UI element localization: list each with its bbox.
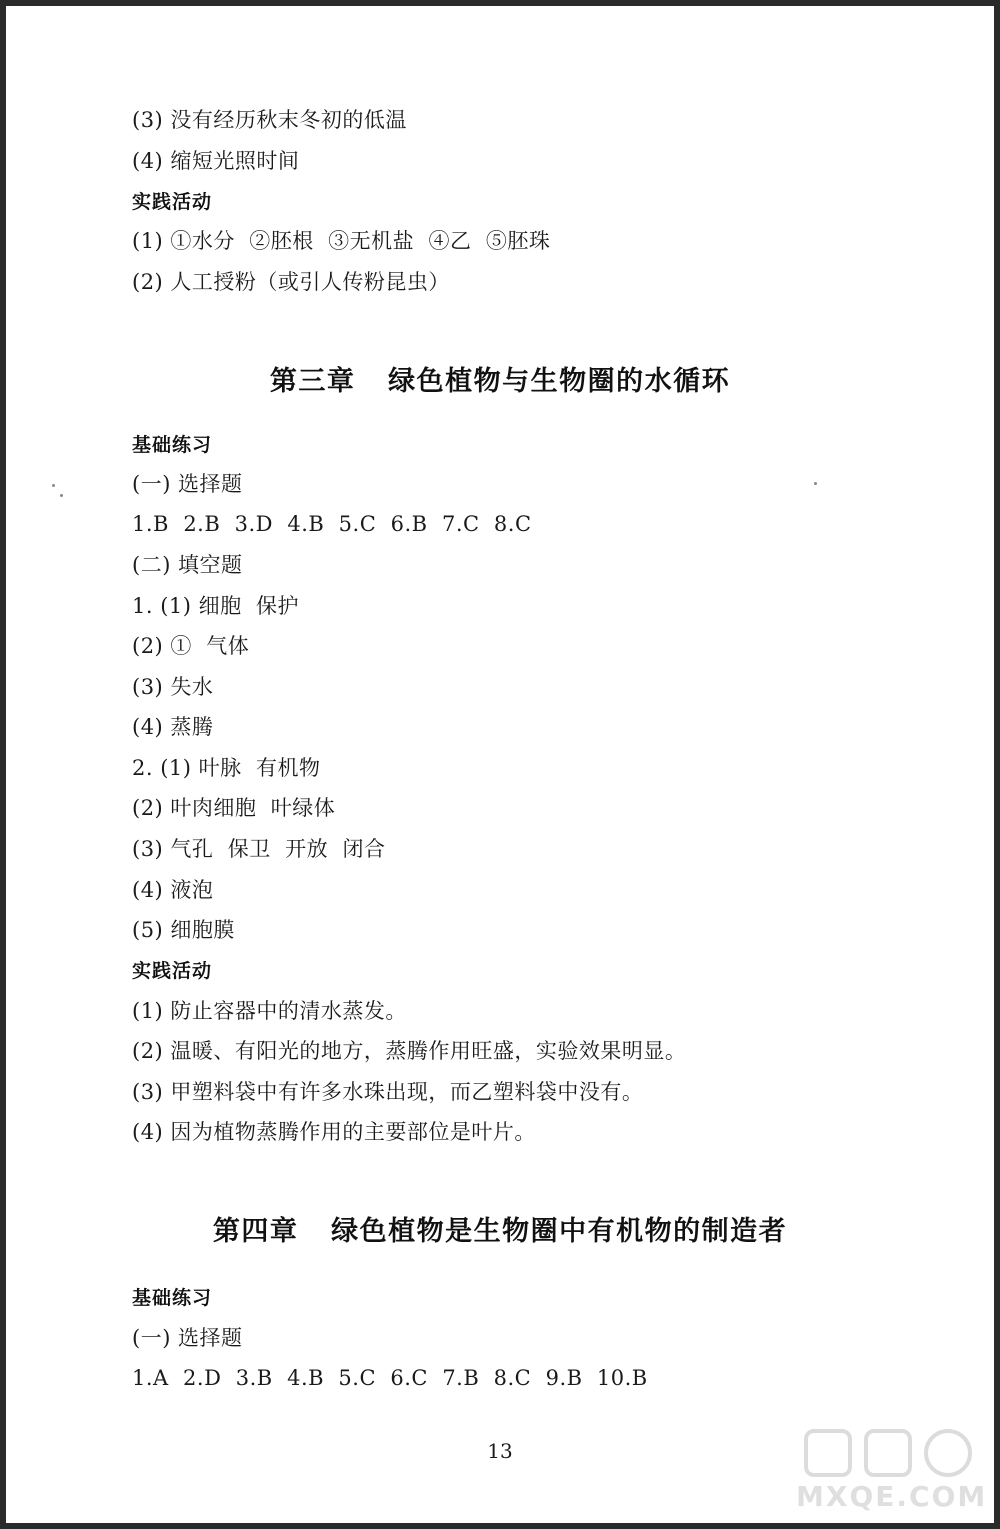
scan-speck [60,494,63,497]
document-page [6,6,994,1523]
fill-answer-2-3: (3) 气孔 保卫 开放 闭合 [132,837,386,861]
subsection-fill-blank: (二) 填空题 [132,553,243,577]
chapter-title-4: 第四章 绿色植物是生物圈中有机物的制造者 [212,1216,788,1247]
section-heading-basic-practice: 基础练习 [132,434,213,456]
practice2-answer-1: (1) 防止容器中的清水蒸发。 [132,999,407,1023]
fill-answer-1-1: 1. (1) 细胞 保护 [132,594,299,618]
section-heading-practice: 实践活动 [132,191,213,213]
subsection-choice: (一) 选择题 [132,472,243,496]
watermark-logo [796,1423,986,1513]
practice2-answer-2: (2) 温暖、有阳光的地方，蒸腾作用旺盛，实验效果明显。 [132,1039,687,1063]
fill-answer-2-2: (2) 叶肉细胞 叶绿体 [132,796,336,820]
subsection-choice-2: (一) 选择题 [132,1326,243,1350]
watermark-text: MXQE.COM [796,1480,988,1513]
answer-line-3-3: (3) 没有经历秋末冬初的低温 [132,108,407,132]
fill-answer-1-2: (2) ① 气体 [132,634,250,658]
fill-answer-2-5: (5) 细胞膜 [132,918,235,942]
section-heading-practice-2: 实践活动 [132,960,213,982]
practice-answer-1: (1) ①水分 ②胚根 ③无机盐 ④乙 ⑤胚珠 [132,229,551,253]
page-number: 13 [487,1439,513,1463]
section-heading-basic-practice-2: 基础练习 [132,1287,213,1309]
fill-answer-1-3: (3) 失水 [132,675,214,699]
practice2-answer-3: (3) 甲塑料袋中有许多水珠出现，而乙塑料袋中没有。 [132,1080,644,1104]
practice2-answer-4: (4) 因为植物蒸腾作用的主要部位是叶片。 [132,1120,536,1144]
scan-speck [814,482,817,485]
chapter-title-3: 第三章 绿色植物与生物圈的水循环 [269,366,731,397]
fill-answer-2-1: 2. (1) 叶脉 有机物 [132,756,321,780]
watermark-emblem-icon [796,1423,986,1483]
choice-answers: 1.B 2.B 3.D 4.B 5.C 6.B 7.C 8.C [132,512,532,536]
answer-line-3-4: (4) 缩短光照时间 [132,149,300,173]
choice-answers-2: 1.A 2.D 3.B 4.B 5.C 6.C 7.B 8.C 9.B 10.B [132,1366,648,1390]
scan-speck [52,484,55,487]
practice-answer-2: (2) 人工授粉（或引人传粉昆虫） [132,270,450,294]
fill-answer-2-4: (4) 液泡 [132,878,214,902]
fill-answer-1-4: (4) 蒸腾 [132,715,214,739]
